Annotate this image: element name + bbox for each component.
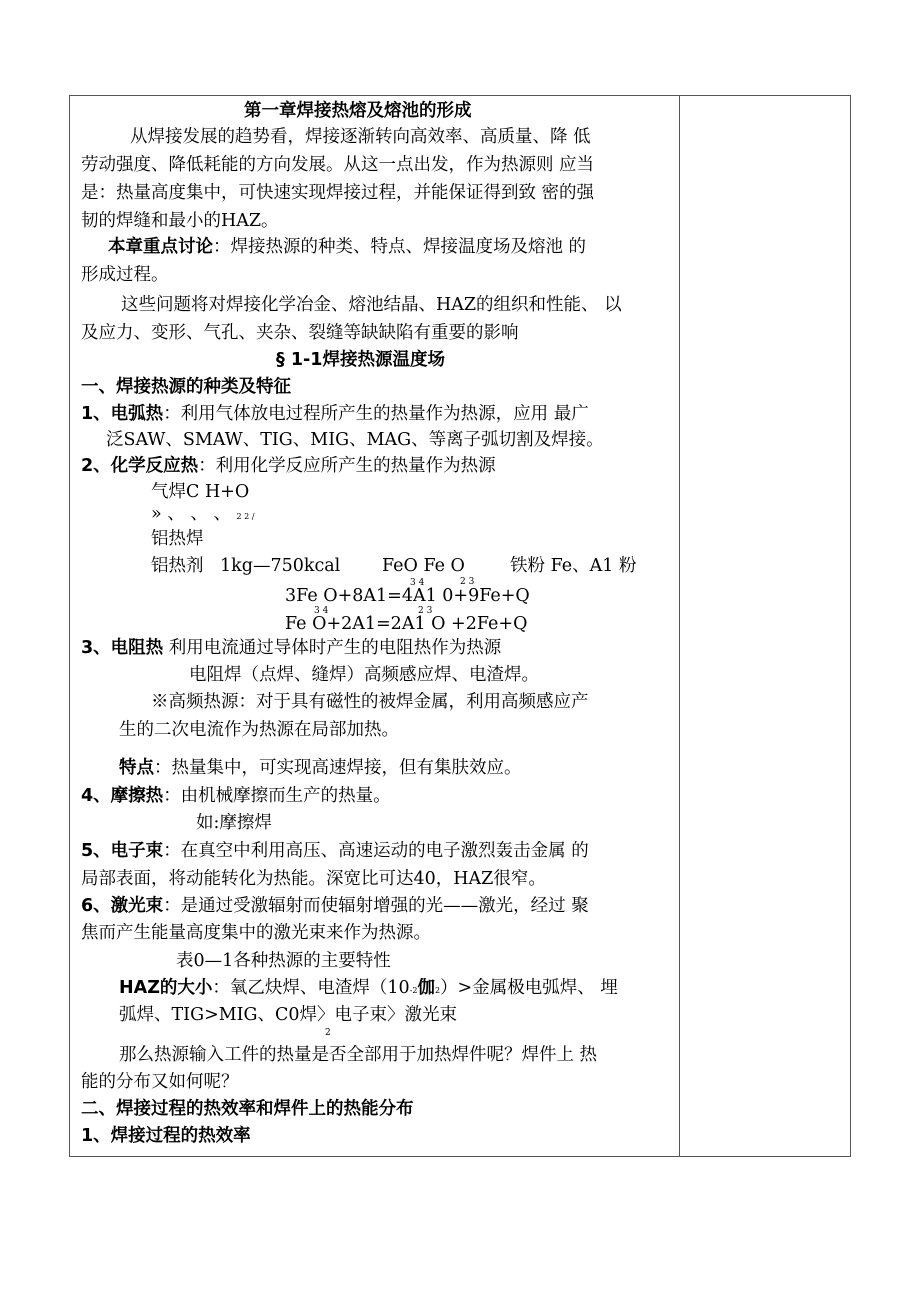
heading-heat-source-types: 一、焊接热源的种类及特征 bbox=[81, 377, 291, 397]
marks-text: » 、 、 、 bbox=[151, 504, 231, 524]
resist-heat-label: 3、电阻热 bbox=[81, 638, 164, 658]
oxides: FeO Fe O bbox=[382, 556, 465, 576]
chem-heat-line bbox=[81, 455, 496, 477]
table-caption: 表0—1各种热源的主要特性 bbox=[176, 951, 391, 971]
arc-heat-text: ：利用气体放电过程所产生的热量作为热源，应用 最广 bbox=[163, 404, 589, 424]
eq2-subscripts: 3 4 bbox=[314, 606, 329, 616]
haz-line-2: 弧焊、TIG>MIG、C0焊〉电子束〉激光束 bbox=[119, 1005, 458, 1025]
ebeam-line-2: 局部表面，将动能转化为热能。深宽比可达40，HAZ很窄。 bbox=[81, 869, 546, 889]
heading-thermal-efficiency: 二、焊接过程的热效率和焊件上的热能分布 bbox=[81, 1099, 414, 1119]
chem-heat-text: ：利用化学反应所产生的热量作为热源 bbox=[198, 456, 496, 476]
thermit-mass: 1kg—750kcal bbox=[220, 556, 341, 576]
haz-subscript: 2 bbox=[325, 1028, 331, 1038]
ebeam-text: ：在真空中利用高压、高速运动的电子激烈轰击金属 的 bbox=[163, 841, 589, 861]
haz-text: ：氧乙炔焊、电渣焊（10 bbox=[212, 978, 410, 998]
resist-heat-line bbox=[81, 637, 501, 659]
haz-small-2: 2 bbox=[434, 986, 441, 995]
intro-line-1: 从焊接发展的趋势看，焊接逐渐转向高效率、高质量、降 低 bbox=[130, 127, 591, 147]
arc-heat-line bbox=[81, 403, 589, 425]
subheading-thermal-efficiency: 1、焊接过程的热效率 bbox=[81, 1126, 251, 1146]
thermit-equation-1: 3Fe O+8A1=4A1 0+9Fe+Q bbox=[285, 586, 530, 606]
chem-heat-label: 2、化学反应热 bbox=[81, 456, 199, 476]
scan-marks bbox=[151, 503, 254, 528]
gas-weld: 气焊C H+O bbox=[151, 482, 250, 502]
hf-line-1: ※高频热源：对于具有磁性的被焊金属，利用高频感应产 bbox=[151, 692, 589, 712]
resist-heat-text: 利用电流通过导体时产生的电阻热作为热源 bbox=[163, 638, 502, 658]
impact-line-1: 这些问题将对焊接化学冶金、熔池结晶、HAZ的组织和性能、 以 bbox=[121, 295, 622, 315]
section-heading: § 1-1焊接热源温度场 bbox=[276, 350, 445, 370]
feature-label: 特点 bbox=[119, 758, 154, 778]
haz-small-1: -2 bbox=[409, 986, 418, 995]
arc-heat-line-2: 泛SAW、SMAW、TIG、MIG、MAG、等离子弧切割及焊接。 bbox=[106, 430, 604, 450]
column-divider bbox=[679, 95, 680, 1157]
eq1-subscripts-2: 2 3 bbox=[460, 577, 475, 587]
chapter-title: 第一章焊接热熔及熔池的形成 bbox=[244, 101, 472, 121]
haz-label: HAZ的大小 bbox=[119, 978, 213, 998]
friction-text: ：由机械摩擦而生产的热量。 bbox=[163, 786, 391, 806]
haz-text-2: ）>金属极电弧焊、 埋 bbox=[440, 978, 618, 998]
haz-line bbox=[119, 977, 618, 1002]
ebeam-line bbox=[81, 840, 589, 862]
feature-text: ：热量集中，可实现高速焊接，但有集肤效应。 bbox=[154, 758, 522, 778]
question-line-2: 能的分布又如何呢？ bbox=[81, 1072, 239, 1092]
metal-powder: 铁粉 Fe、A1 粉 bbox=[510, 556, 637, 576]
intro-line-3: 是：热量高度集中，可快速实现焊接过程，并能保证得到致 密的强 bbox=[81, 183, 595, 203]
eq1-subscripts: 3 4 bbox=[410, 578, 425, 588]
thermit-agent: 铝热剂 bbox=[151, 556, 204, 576]
hf-line-2: 生的二次电流作为热源在局部加热。 bbox=[119, 720, 399, 740]
laser-line bbox=[81, 895, 589, 917]
laser-line-2: 焦而产生能量高度集中的激光束来作为热源。 bbox=[81, 923, 431, 943]
friction-label: 4、摩擦热 bbox=[81, 786, 164, 806]
marks-subscript: 2 2 / bbox=[236, 512, 255, 521]
friction-example: 如:摩擦焊 bbox=[196, 813, 272, 833]
arc-heat-label: 1、电弧热 bbox=[81, 404, 164, 424]
friction-line bbox=[81, 785, 391, 807]
thermit-equation-2: Fe O+2A1=2A1 O +2Fe+Q bbox=[285, 614, 528, 634]
ebeam-label: 5、电子束 bbox=[81, 841, 164, 861]
focus-line bbox=[108, 236, 586, 258]
haz-mid: 伽 bbox=[417, 978, 435, 998]
eq2-subscripts-2: 2 3 bbox=[418, 606, 433, 616]
feature-line bbox=[119, 757, 522, 779]
focus-text: ：焊接热源的种类、特点、焊接温度场及熔池 的 bbox=[213, 237, 587, 257]
resist-types: 电阻焊（点焊、缝焊）高频感应焊、电渣焊。 bbox=[189, 665, 539, 685]
intro-line-4: 韧的焊缝和最小的HAZ。 bbox=[81, 211, 279, 231]
thermit-weld: 铝热焊 bbox=[151, 529, 204, 549]
laser-text: ：是通过受激辐射而使辐射增强的光——激光，经过 聚 bbox=[163, 896, 589, 916]
focus-label: 本章重点讨论 bbox=[108, 237, 213, 257]
question-line-1: 那么热源输入工件的热量是否全部用于加热焊件呢？焊件上 热 bbox=[119, 1045, 598, 1065]
intro-line-2: 劳动强度、降低耗能的方向发展。从这一点出发，作为热源则 应当 bbox=[81, 155, 595, 175]
laser-label: 6、激光束 bbox=[81, 896, 164, 916]
impact-line-2: 及应力、变形、气孔、夹杂、裂缝等缺缺陷有重要的影响 bbox=[81, 323, 519, 343]
focus-line-2: 形成过程。 bbox=[81, 265, 169, 285]
